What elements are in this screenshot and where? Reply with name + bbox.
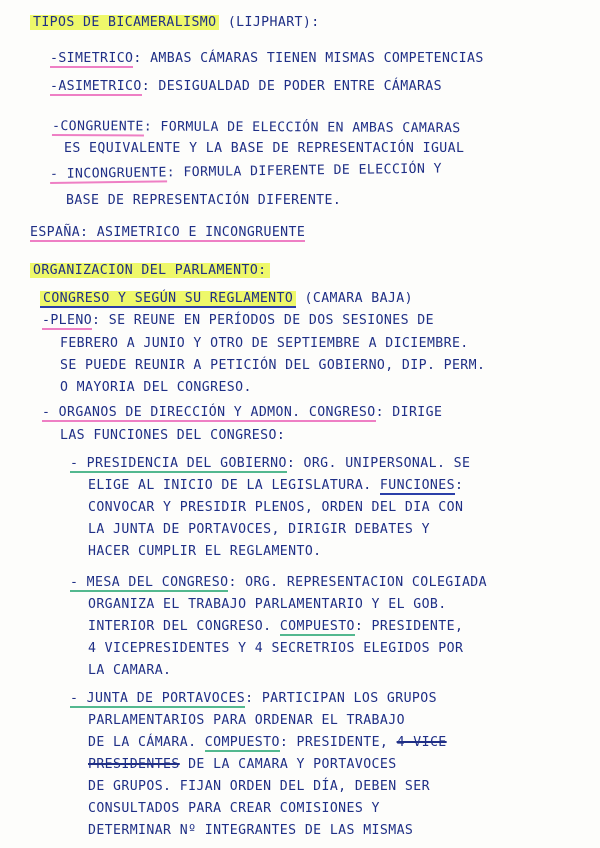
struck-text: PRESIDENTES (88, 757, 180, 772)
definition-cont: DE LA CÁMARA. (88, 735, 205, 750)
term: - INCONGRUENTE (49, 165, 167, 182)
subheading-text: CONGRESO Y SEGÚN SU REGLAMENTO (40, 291, 296, 308)
term: -ASIMETRICO (50, 79, 142, 94)
spain-summary (30, 224, 305, 242)
heading-text: TIPOS DE BICAMERALISMO (30, 15, 219, 30)
definition: : ORG. UNIPERSONAL. SE (286, 456, 471, 471)
heading-author: (LIJPHART): (227, 15, 320, 30)
definition-cont: DE LA CAMARA Y PORTAVOCES (179, 757, 397, 772)
compuesto-label: COMPUESTO (279, 619, 355, 634)
definition: : ORG. REPRESENTACION COLEGIADA (228, 575, 487, 590)
definition: : DIRIGE (375, 405, 443, 420)
note-line-junta-7 (88, 822, 413, 840)
summary-text: ESPAÑA: ASIMETRICO E INCONGRUENTE (30, 225, 306, 240)
note-line-presidencia-2 (88, 477, 463, 495)
definition: : PARTICIPAN LOS GRUPOS (245, 691, 437, 706)
parliament-org-heading (30, 262, 270, 280)
definition-cont: 4 VICEPRESIDENTES Y 4 SECRETRIOS ELEGIDOS POR (88, 641, 464, 656)
note-line-pleno-4 (60, 379, 252, 397)
note-line-junta-2 (88, 712, 405, 730)
note-line-organos (42, 404, 442, 422)
definition-cont: BASE DE REPRESENTACIÓN DIFERENTE. (66, 193, 342, 208)
definition-cont: FEBRERO A JUNIO Y OTRO DE SEPTIEMBRE A DICIEMBRE. (60, 336, 469, 351)
term: - MESA DEL CONGRESO (70, 575, 229, 590)
term: -CONGRUENTE (51, 119, 144, 135)
note-line-mesa-5 (88, 662, 171, 680)
note-line-mesa (70, 574, 487, 592)
definition-cont: LAS FUNCIONES DEL CONGRESO: (60, 428, 286, 443)
term: -SIMETRICO (50, 51, 134, 66)
note-line-pleno (42, 312, 434, 330)
definition-cont: ES EQUIVALENTE Y LA BASE DE REPRESENTACIÓN IGUAL (64, 141, 465, 156)
note-line-congruente (52, 118, 461, 138)
term: - ORGANOS DE DIRECCIÓN Y ADMON. CONGRESO (42, 405, 376, 420)
note-line-presidencia-5 (88, 543, 322, 561)
definition-cont: ORGANIZA EL TRABAJO PARLAMENTARIO Y EL GOB. (88, 597, 447, 612)
note-line-pleno-2 (60, 335, 469, 353)
colon: : (454, 478, 464, 493)
struck-text: 4 VICE (396, 735, 447, 750)
congress-subheading (40, 290, 413, 308)
definition: : AMBAS CÁMARAS TIENEN MISMAS COMPETENCIAS (133, 51, 484, 66)
definition-cont: CONVOCAR Y PRESIDIR PLENOS, ORDEN DEL DIA CON (88, 500, 464, 515)
definition: : FORMULA DE ELECCIÓN EN AMBAS CAMARAS (143, 119, 461, 137)
note-line-simetrico (50, 50, 484, 68)
note-line-junta-5 (88, 778, 430, 796)
note-line-presidencia-4 (88, 521, 430, 539)
term: - PRESIDENCIA DEL GOBIERNO (70, 456, 287, 471)
definition-cont: HACER CUMPLIR EL REGLAMENTO. (88, 544, 322, 559)
note-line-mesa-3 (88, 618, 463, 636)
definition-cont: : PRESIDENTE, (354, 619, 464, 634)
definition-cont: LA JUNTA DE PORTAVOCES, DIRIGIR DEBATES Y (88, 522, 430, 537)
definition-cont: : PRESIDENTE, (279, 735, 397, 750)
definition-cont: ELIGE AL INICIO DE LA LEGISLATURA. (88, 478, 380, 493)
compuesto-label: COMPUESTO (204, 735, 280, 750)
note-line-junta-3 (88, 734, 447, 752)
term: - JUNTA DE PORTAVOCES (70, 691, 246, 706)
funciones-label: FUNCIONES (379, 478, 455, 493)
definition-cont: DETERMINAR Nº INTEGRANTES DE LAS MISMAS (88, 823, 414, 838)
definition-cont: O MAYORIA DEL CONGRESO. (60, 380, 252, 395)
definition: : FORMULA DIFERENTE DE ELECCIÓN Y (166, 161, 443, 181)
note-line-presidencia-3 (88, 499, 463, 517)
definition-cont: SE PUEDE REUNIR A PETICIÓN DEL GOBIERNO, DIP. PERM. (60, 358, 486, 373)
note-line-asimetrico (50, 78, 442, 96)
note-line-organos-cont (60, 427, 285, 445)
note-line-pleno-3 (60, 357, 485, 375)
note-line-junta (70, 690, 437, 708)
note-line-junta-6 (88, 800, 380, 818)
definition: : SE REUNE EN PERÍODOS DE DOS SESIONES DE (92, 313, 434, 328)
note-line-congruente-cont (64, 140, 464, 158)
definition-cont: DE GRUPOS. FIJAN ORDEN DEL DÍA, DEBEN SER (88, 779, 430, 794)
definition-cont: LA CAMARA. (88, 663, 172, 678)
subheading-note: (CAMARA BAJA) (304, 291, 413, 306)
definition-cont: PARLAMENTARIOS PARA ORDENAR EL TRABAJO (88, 713, 405, 728)
note-line-mesa-4 (88, 640, 463, 658)
note-line-junta-4 (88, 756, 397, 774)
definition: : DESIGUALDAD DE PODER ENTRE CÁMARAS (141, 79, 442, 94)
note-line-mesa-2 (88, 596, 447, 614)
note-line-presidencia (70, 455, 470, 473)
definition-cont: CONSULTADOS PARA CREAR COMISIONES Y (88, 801, 380, 816)
definition-cont: INTERIOR DEL CONGRESO. (88, 619, 280, 634)
note-line-incongruente-cont (66, 192, 341, 210)
heading-text: ORGANIZACION DEL PARLAMENTO: (30, 263, 270, 278)
term: -PLENO (42, 313, 93, 328)
note-line-incongruente (50, 161, 442, 184)
bicameral-types-heading (30, 14, 320, 32)
